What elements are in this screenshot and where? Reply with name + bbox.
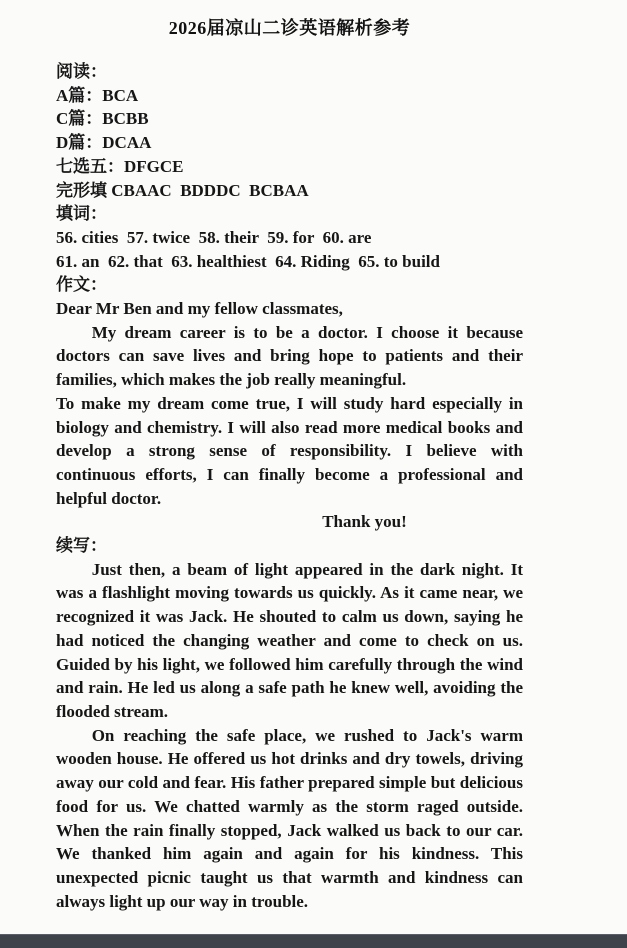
answer-label: 完形填 <box>56 180 107 200</box>
answer-line-cloze <box>56 179 523 203</box>
essay-section-label: 作文： <box>56 275 107 295</box>
answer-line-passage-a <box>56 84 523 108</box>
answer-value: BCA <box>102 85 139 105</box>
answer-line-passage-c <box>56 107 523 131</box>
answer-key-section <box>56 60 523 273</box>
answer-line-seven-choose-five <box>56 155 523 179</box>
answer-label: C篇： <box>56 109 103 129</box>
answer-line-passage-d <box>56 131 523 155</box>
answer-value: DFGCE <box>124 156 184 176</box>
answer-value: CBAAC BDDDC BCBAA <box>107 180 309 200</box>
answer-label: D篇： <box>56 133 103 153</box>
answer-value: BCBB <box>102 109 149 129</box>
essay-paragraph-2: To make my dream come true, I will study hard especially in biology and chemistry. I will also read more medical books and develop a strong sense of responsibility. I believe with continuous efforts, I can finally become a professional and helpful doctor. <box>56 393 523 508</box>
answer-value: DCAA <box>102 133 152 153</box>
continuation-section-label: 续写： <box>56 536 107 556</box>
bottom-edge-bar <box>0 934 627 948</box>
essay-salutation: Dear Mr Ben and my fellow classmates, <box>56 299 343 319</box>
answer-label: A篇： <box>56 85 103 105</box>
fill-words-line-1: 56. cities 57. twice 58. their 59. for 60. are <box>56 227 372 247</box>
fill-words-section-label: 填词： <box>56 204 107 224</box>
answer-label: 七选五： <box>56 156 124 176</box>
continuation-paragraph-2: On reaching the safe place, we rushed to Jack's warm wooden house. He offered us hot drinks and dry towels, driving away our cold and fear. His father prepared simple but delicious food for us. We chatted warmly as the storm raged outside. When the rain finally stopped, Jack walked us back to our car. We thanked him again and again for his kindness. This unexpected picnic taught us that warmth and kindness can always light up our way in trouble. <box>56 725 523 911</box>
continuation-paragraph-1: Just then, a beam of light appeared in the dark night. It was a flashlight moving towards us quickly. As it came near, we recognized it was Jack. He shouted to calm us down, saying he had noticed the changing weather and come to check on us. Guided by his light, we followed him carefully through the wind and rain. He led us along a safe path he knew well, avoiding the flooded stream. <box>56 559 523 721</box>
page-title: 2026届凉山二诊英语解析参考 <box>168 18 411 38</box>
continuation-section <box>56 534 523 913</box>
reading-section-label: 阅读： <box>56 62 107 81</box>
essay-closing: Thank you! <box>322 512 407 532</box>
essay-section <box>56 273 523 534</box>
fill-words-line-2: 61. an 62. that 63. healthiest 64. Riding 65. to build <box>56 251 440 271</box>
essay-paragraph-1: My dream career is to be a doctor. I choose it because doctors can save lives and bring hope to patients and their families, which makes the job really meaningful. <box>56 322 523 390</box>
